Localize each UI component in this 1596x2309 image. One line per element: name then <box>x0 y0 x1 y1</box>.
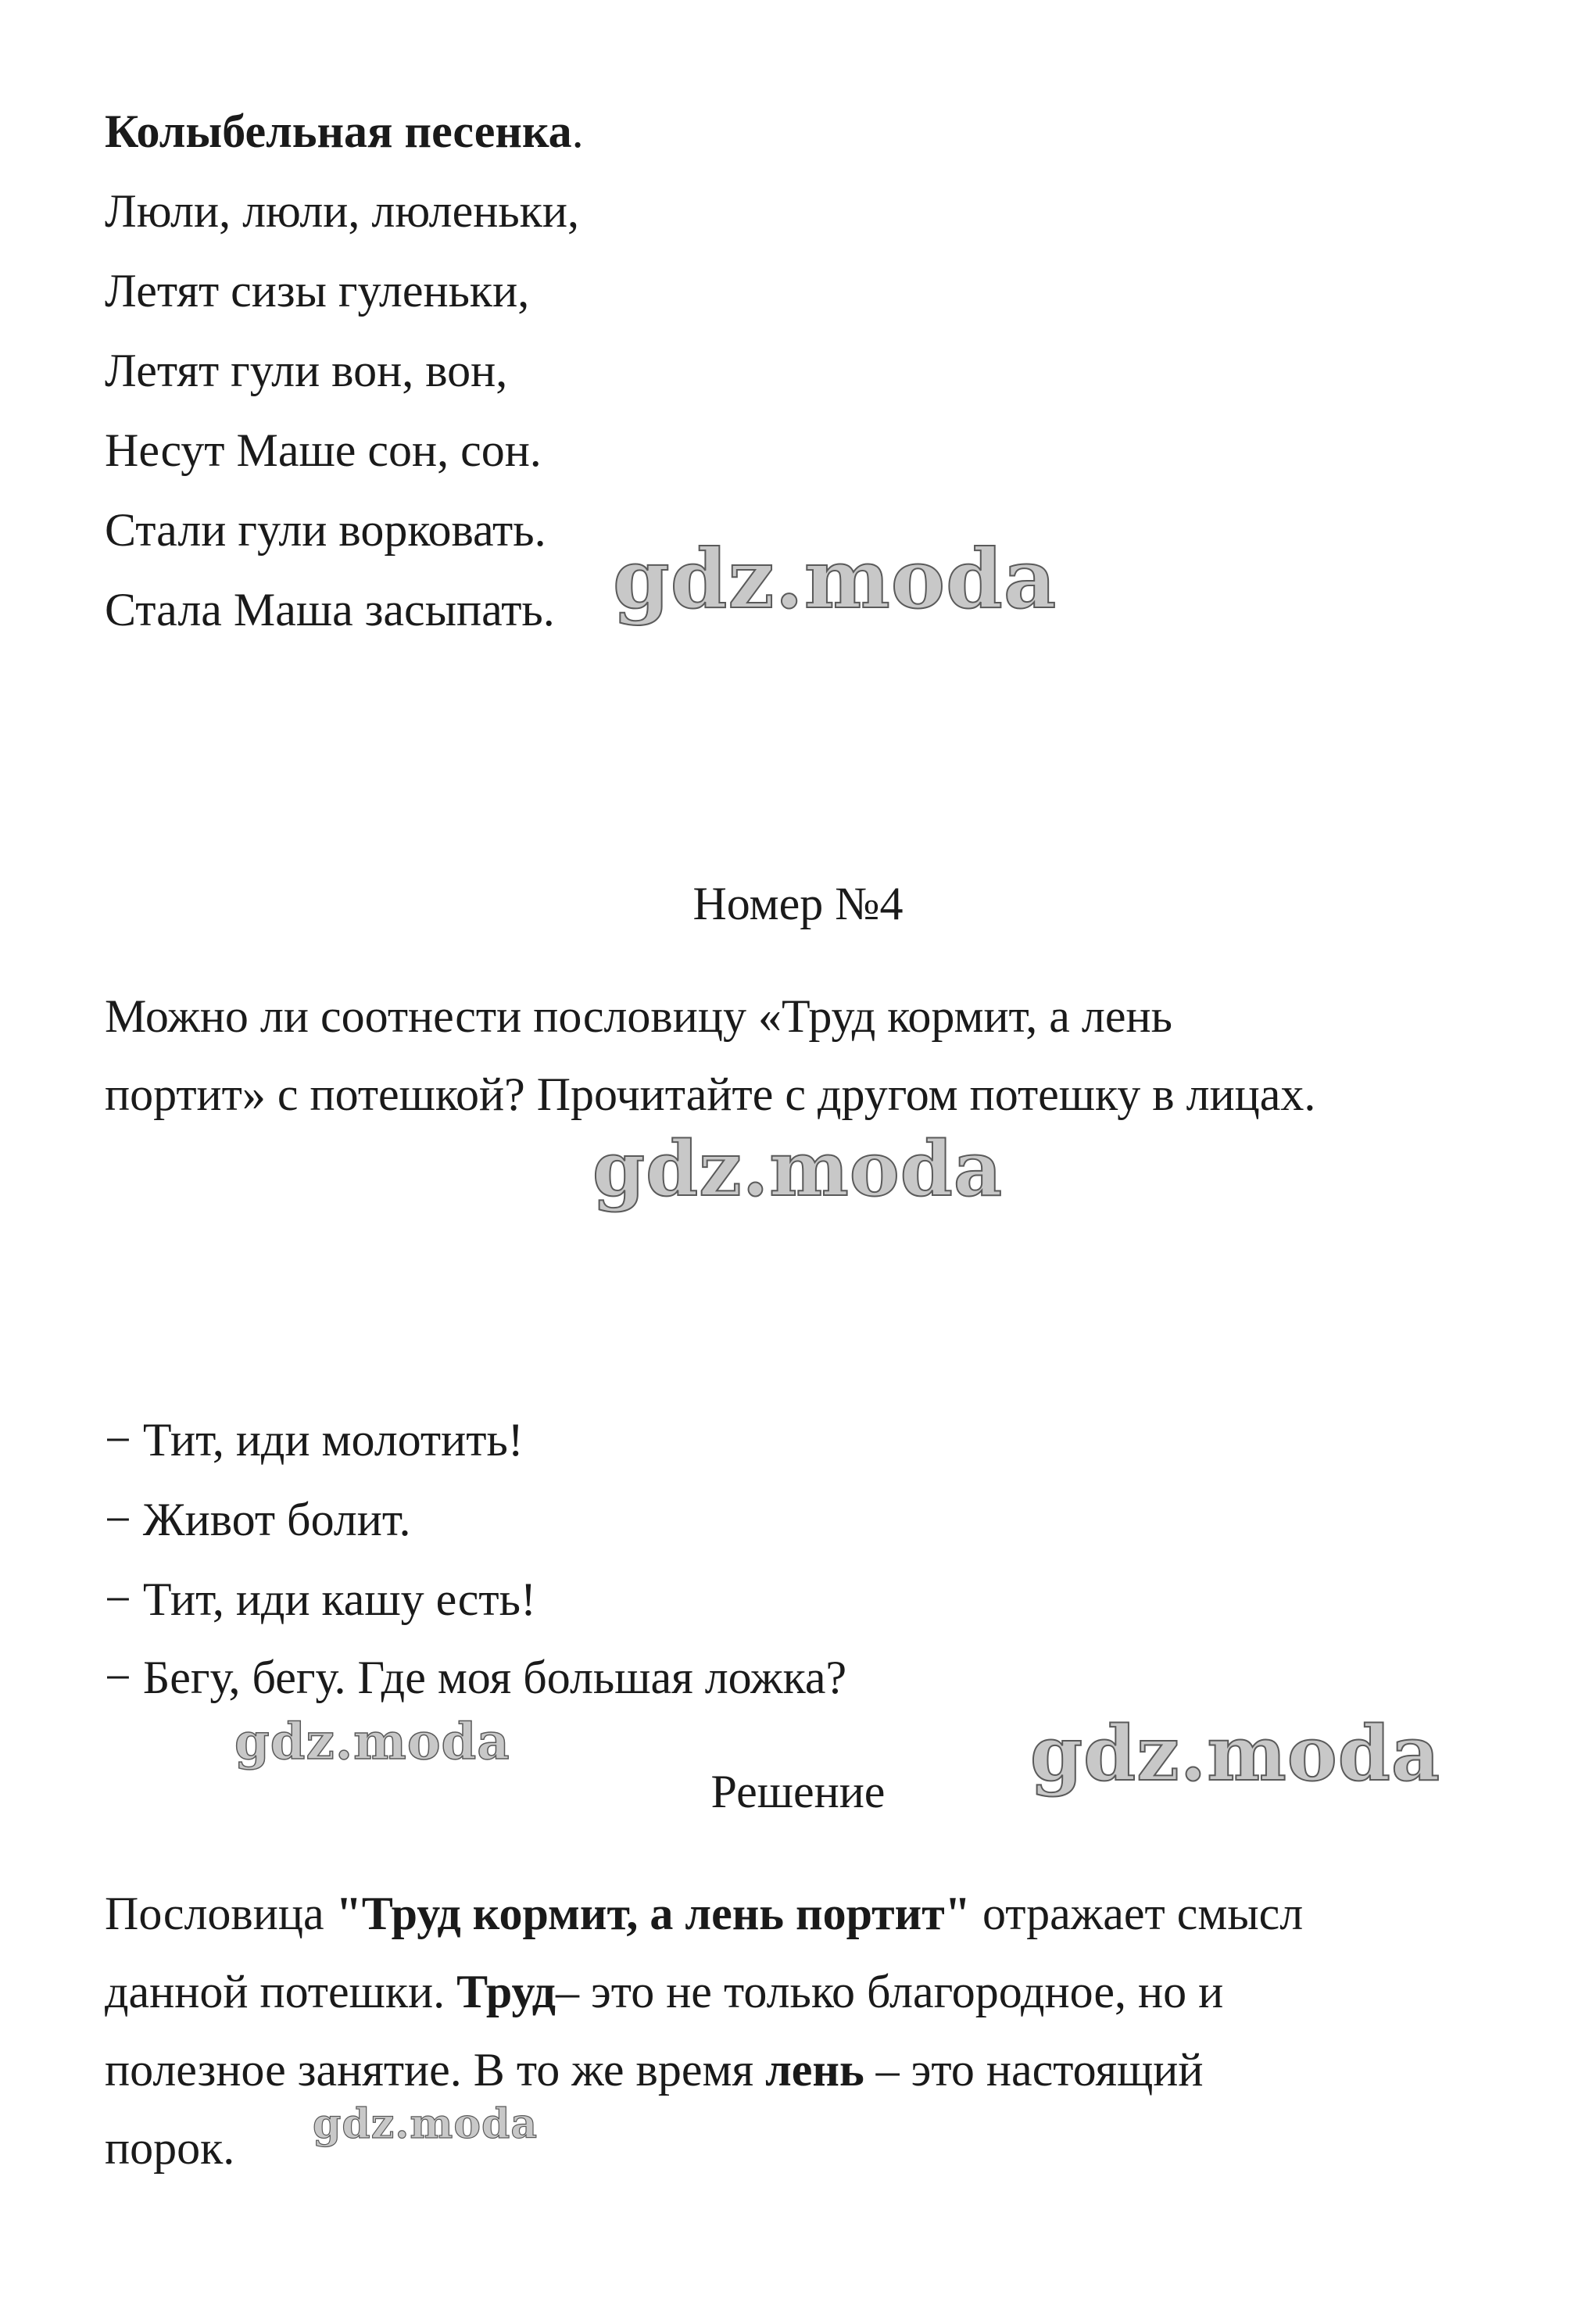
lullaby-title-punct: . <box>571 106 584 157</box>
dialogue-line-4: − Бегу, бегу. Где моя большая ложка? <box>105 1652 847 1703</box>
task-question-line-2: портит» с потешкой? Прочитайте с другом потешку в лицах. <box>105 1069 1316 1120</box>
lullaby-title <box>105 103 584 159</box>
task-heading: Номер №4 <box>692 878 904 929</box>
solution-line-4: порок. <box>105 2122 235 2174</box>
dialogue-line-2: − Живот болит. <box>105 1494 411 1545</box>
solution-line-3 <box>105 2042 1204 2098</box>
lullaby-line-1: Люли, люли, люленьки, <box>105 185 579 237</box>
solution-line-1-c: отражает смысл <box>970 1888 1304 1939</box>
solution-line-2 <box>105 1964 1223 2020</box>
dialogue-line-1: − Тит, иди молотить! <box>105 1414 524 1466</box>
solution-line-2-c: – это не только благородное, но и <box>556 1966 1224 2017</box>
lullaby-title-text: Колыбельная песенка <box>105 106 572 157</box>
lullaby-line-5: Стали гули ворковать. <box>105 504 546 556</box>
solution-line-3-a: полезное занятие. В то же время <box>105 2044 766 2096</box>
dialogue-line-3: − Тит, иди кашу есть! <box>105 1573 536 1625</box>
solution-proverb: "Труд кормит, а лень портит" <box>335 1888 971 1939</box>
lullaby-line-4: Несут Маше сон, сон. <box>105 424 542 476</box>
lullaby-line-2: Летят сизы гуленьки, <box>105 265 530 317</box>
watermark-1: gdz.moda <box>613 531 1057 627</box>
solution-heading: Решение <box>710 1766 886 1817</box>
solution-line-3-c: – это настоящий <box>864 2044 1204 2096</box>
solution-line-2-a: данной потешки. <box>105 1966 457 2017</box>
watermark-4: gdz.moda <box>1030 1709 1441 1798</box>
lullaby-line-6: Стала Маша засыпать. <box>105 584 555 635</box>
solution-word-len: лень <box>765 2044 864 2096</box>
solution-word-trud: Труд <box>456 1966 556 2017</box>
solution-line-1-a: Пословица <box>105 1888 336 1939</box>
lullaby-line-3: Летят гули вон, вон, <box>105 345 508 396</box>
task-question-line-1: Можно ли соотнести пословицу «Труд кормит, а лень <box>105 990 1172 1042</box>
solution-line-1 <box>105 1885 1303 1942</box>
watermark-5: gdz.moda <box>313 2100 539 2148</box>
watermark-2: gdz.moda <box>592 1125 1004 1213</box>
watermark-3: gdz.moda <box>234 1713 510 1771</box>
